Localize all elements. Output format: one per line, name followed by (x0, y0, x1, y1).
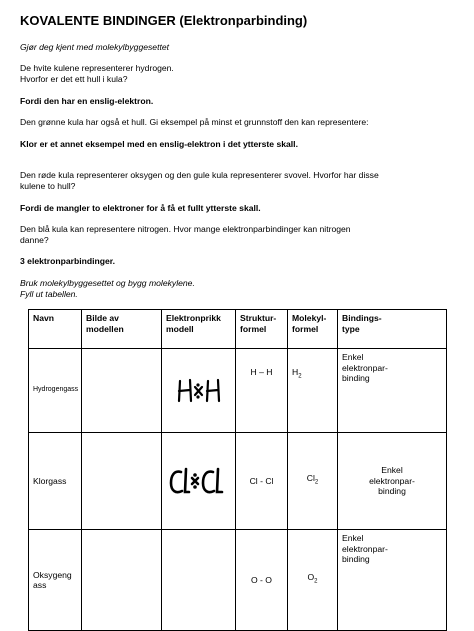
table-row (29, 530, 447, 631)
cell-molekylformel: $Cl_2$ (288, 433, 338, 530)
cell-bilde (82, 349, 162, 433)
cell-molekylformel: $O_2$ (288, 530, 338, 631)
cell-strukturformel: Cl - Cl (236, 433, 288, 530)
header-bilde: Bilde av modellen (82, 310, 162, 349)
header-strukturformel: Struktur- formel (236, 310, 288, 349)
header-molekylformel: Molekyl- formel (288, 310, 338, 349)
cell-bindingstype: Enkel elektronpar- binding (338, 530, 447, 631)
cell-elektronprikk (162, 349, 236, 433)
table-header-row (29, 310, 447, 349)
answer-1: Fordi den har en enslig-elektron. (20, 96, 154, 106)
question-1-line-1: De hvite kulene representerer hydrogen. (20, 63, 174, 73)
question-1-line-2: Hvorfor er det ett hull i kula? (20, 74, 128, 84)
cell-navn: Klorgass (29, 433, 82, 530)
question-2: Den grønne kula har også et hull. Gi eksempel på minst et grunnstoff den kan representere: (20, 117, 369, 127)
cell-bindingstype: Enkel elektronpar- binding (338, 349, 447, 433)
cell-strukturformel: O - O (236, 530, 288, 631)
cell-elektronprikk (162, 433, 236, 530)
header-bindingstype: Bindings- type (338, 310, 447, 349)
cell-bindingstype: Enkel elektronpar- binding (338, 433, 447, 530)
molecule-table (28, 309, 447, 631)
cell-elektronprikk (162, 530, 236, 631)
header-navn: Navn (29, 310, 82, 349)
intro-text: Gjør deg kjent med molekylbyggesettet (20, 42, 170, 52)
cell-bilde (82, 433, 162, 530)
cell-bilde (82, 530, 162, 631)
cell-strukturformel: H – H (236, 349, 288, 433)
table-row (29, 433, 447, 530)
handwritten-cl-dot-cl-drawing (167, 464, 231, 498)
question-4-line-1: Den blå kula kan representere nitrogen. Hvor mange elektronparbindinger kan nitrogen (20, 224, 351, 234)
answer-4: 3 elektronparbindinger. (20, 256, 116, 266)
table-row (29, 349, 447, 433)
answer-3: Fordi de mangler to elektroner for å få et fullt ytterste skall. (20, 203, 261, 213)
header-elektronprikk: Elektronprikk modell (162, 310, 236, 349)
document-title: KOVALENTE BINDINGER (Elektronparbinding) (20, 13, 308, 28)
instruction-line-2: Fyll ut tabellen. (20, 289, 78, 299)
instruction-line-1: Bruk molekylbyggesettet og bygg molekylene. (20, 278, 195, 288)
answer-2: Klor er et annet eksempel med en enslig-elektron i det ytterste skall. (20, 139, 298, 149)
question-3-line-1: Den røde kula representerer oksygen og den gule kula representerer svovel. Hvorfor har disse (20, 170, 379, 180)
question-3-line-2: kulene to hull? (20, 181, 76, 191)
cell-navn: Hydrogengass (29, 349, 82, 433)
cell-molekylformel: $H_2$ (288, 349, 338, 433)
question-4-line-2: danne? (20, 235, 49, 245)
handwritten-h-dot-h-drawing (174, 376, 224, 406)
cell-navn: Oksygeng ass (29, 530, 82, 631)
